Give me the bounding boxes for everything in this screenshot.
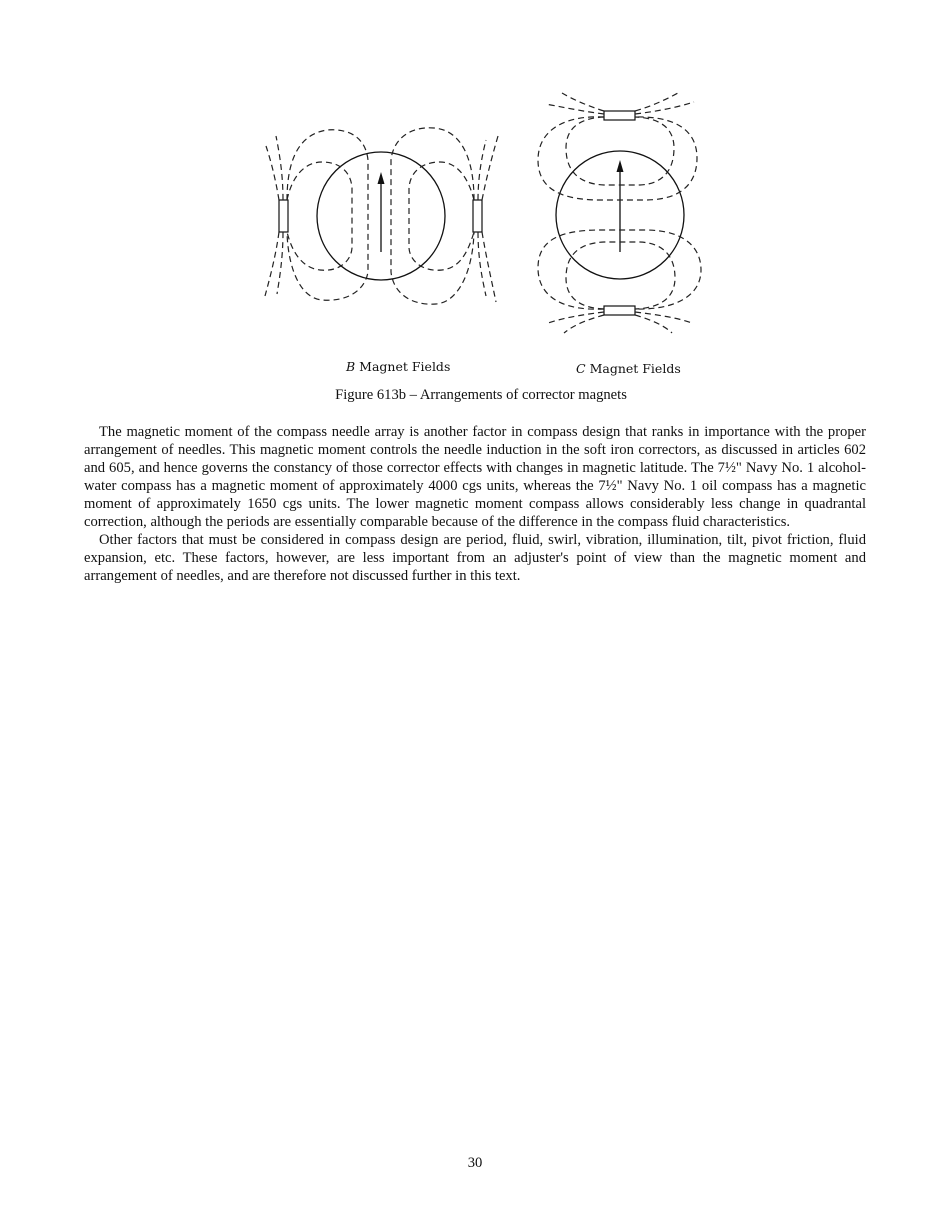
- paragraph-magnetic-moment: The magnetic moment of the compass needle array is another factor in compass design that ranks in importance with the proper arrangement of needles. This magnetic moment controls the needle induction in the soft iron correctors, as discussed in articles 602 and 605, and hence governs the constancy of those corrector effects with changes in magnetic latitude. The 7½" Navy No. 1 alcohol-water compass has a magnetic moment of approximately 4000 cgs units, whereas the 7½" Navy No. 1 oil compass has a magnetic moment of approximately 1650 cgs units. The lower magnetic moment compass allows considerably less change in quadrantal correction, although the periods are essentially comparable because of the difference in the compass fluid characteristics.: [84, 424, 866, 530]
- b-right-magnet: [473, 200, 482, 232]
- b-label-letter: B: [346, 359, 356, 374]
- b-arrow-head: [378, 172, 385, 184]
- c-label-letter: C: [576, 361, 586, 376]
- b-magnet-fields-diagram: [265, 128, 498, 304]
- c-label-text: Magnet Fields: [589, 361, 681, 376]
- page-number: 30: [467, 1155, 483, 1171]
- c-top-magnet: [604, 111, 635, 120]
- body-text: [84, 423, 866, 585]
- paragraph-other-factors: Other factors that must be considered in compass design are period, fluid, swirl, vibration, illumination, tilt, pivot friction, fluid expansion, etc. These factors, however, are less important from an adjuster's point of view than the magnetic moment and arrangement of needles, and are therefore not discussed further in this text.: [84, 532, 866, 584]
- c-bottom-magnet: [604, 306, 635, 315]
- c-magnet-fields-diagram: [538, 93, 701, 333]
- corrector-magnets-figure: [240, 88, 720, 388]
- b-label-text: Magnet Fields: [359, 359, 451, 374]
- c-arrow-head: [617, 160, 624, 172]
- c-magnet-fields-label: [576, 361, 681, 376]
- figure-caption: Figure 613b – Arrangements of corrector magnets: [335, 387, 627, 403]
- b-left-magnet: [279, 200, 288, 232]
- b-magnet-fields-label: [346, 359, 450, 374]
